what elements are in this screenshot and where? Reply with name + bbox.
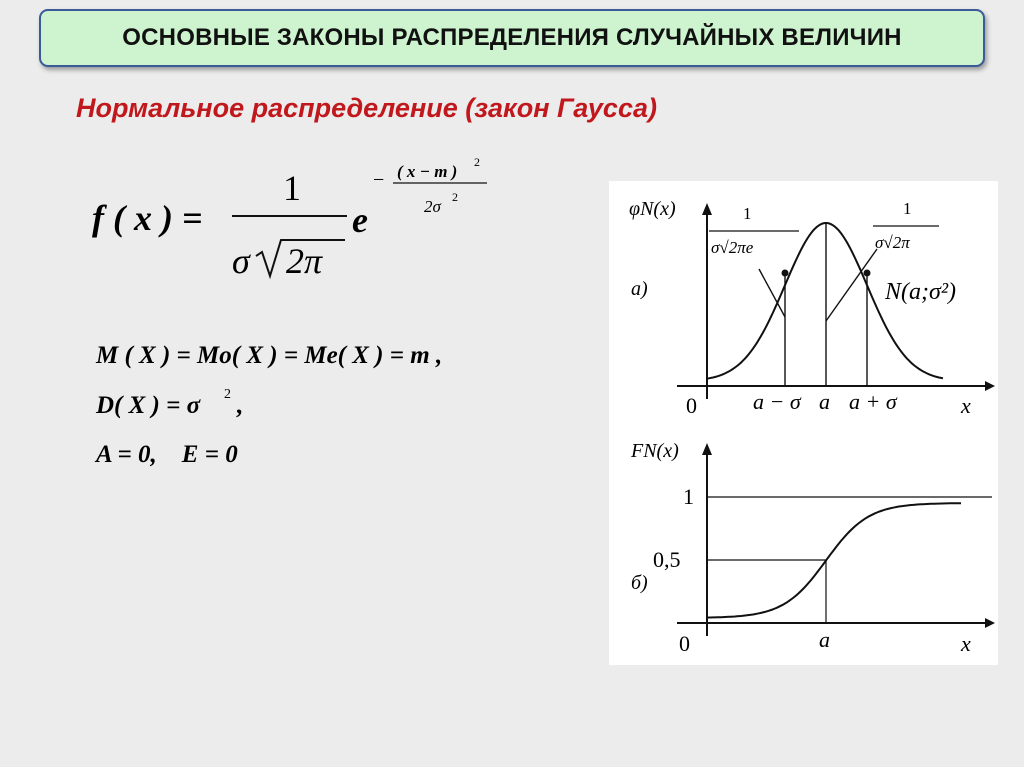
cdf-panel-label: б) [631, 572, 648, 594]
tick-a-minus-sigma: a − σ [753, 389, 801, 414]
cdf-plot [630, 440, 995, 656]
tick-a-plus-sigma: a + σ [849, 389, 897, 414]
annotation-left-num: 1 [743, 204, 752, 223]
pdf-exp-denominator: 2σ [424, 197, 441, 216]
inflection-point-left [782, 270, 789, 277]
tick-a: a [819, 389, 830, 414]
cdf-x-arrow-icon [985, 618, 995, 628]
distribution-figure [609, 181, 998, 665]
cdf-origin: 0 [679, 631, 690, 656]
property-line-variance: D( X ) = σ [96, 392, 201, 419]
pointer-right [826, 249, 877, 321]
cdf-xlabel: x [961, 631, 971, 656]
inflection-point-right [864, 270, 871, 277]
slide-subtitle: Нормальное распределение (закон Гаусса) [76, 93, 657, 123]
variance-power: 2 [224, 387, 231, 402]
pdf-exp-numerator: ( x − m ) [397, 162, 458, 181]
cdf-ylabel: FN(x) [631, 440, 679, 462]
density-ylabel: φN(x) [629, 198, 676, 220]
annotation-right-num: 1 [903, 199, 912, 218]
pdf-den-root: 2π [286, 241, 323, 281]
cdf-y-arrow-icon [702, 443, 712, 455]
variance-comma: , [236, 392, 243, 419]
pdf-den-sigma: σ [232, 241, 250, 281]
pdf-exp-num-power: 2 [474, 155, 480, 169]
property-line-skew-kurt: A = 0, E = 0 [96, 441, 238, 468]
property-line-moments: M ( X ) = Mo( X ) = Me( X ) = m , [96, 342, 443, 369]
density-x-arrow-icon [985, 381, 995, 391]
curve-label: N(a;σ²) [885, 279, 957, 305]
annotation-left-den: σ√2πe [711, 238, 754, 257]
density-xlabel: x [961, 393, 971, 418]
cdf-tick-a: a [819, 627, 830, 652]
cdf-tick-half: 0,5 [653, 547, 681, 572]
properties-block [94, 342, 442, 468]
figure-panel [609, 181, 998, 665]
pdf-base-e: e [352, 200, 368, 240]
pdf-exp-sign: − [373, 169, 385, 191]
cdf-tick-one: 1 [683, 484, 694, 509]
density-y-arrow-icon [702, 203, 712, 215]
pdf-lhs: f ( x ) = [92, 198, 203, 238]
density-origin: 0 [686, 393, 697, 418]
formula-area [0, 0, 560, 480]
pdf-formula [92, 155, 487, 281]
slide-title: ОСНОВНЫЕ ЗАКОНЫ РАСПРЕДЕЛЕНИЯ СЛУЧАЙНЫХ ВЕЛИЧИН [122, 24, 902, 51]
density-plot [629, 198, 995, 418]
annotation-right-den: σ√2π [875, 233, 910, 252]
pdf-numerator: 1 [283, 168, 301, 208]
density-panel-label: а) [631, 278, 648, 300]
pdf-exp-den-power: 2 [452, 190, 458, 204]
